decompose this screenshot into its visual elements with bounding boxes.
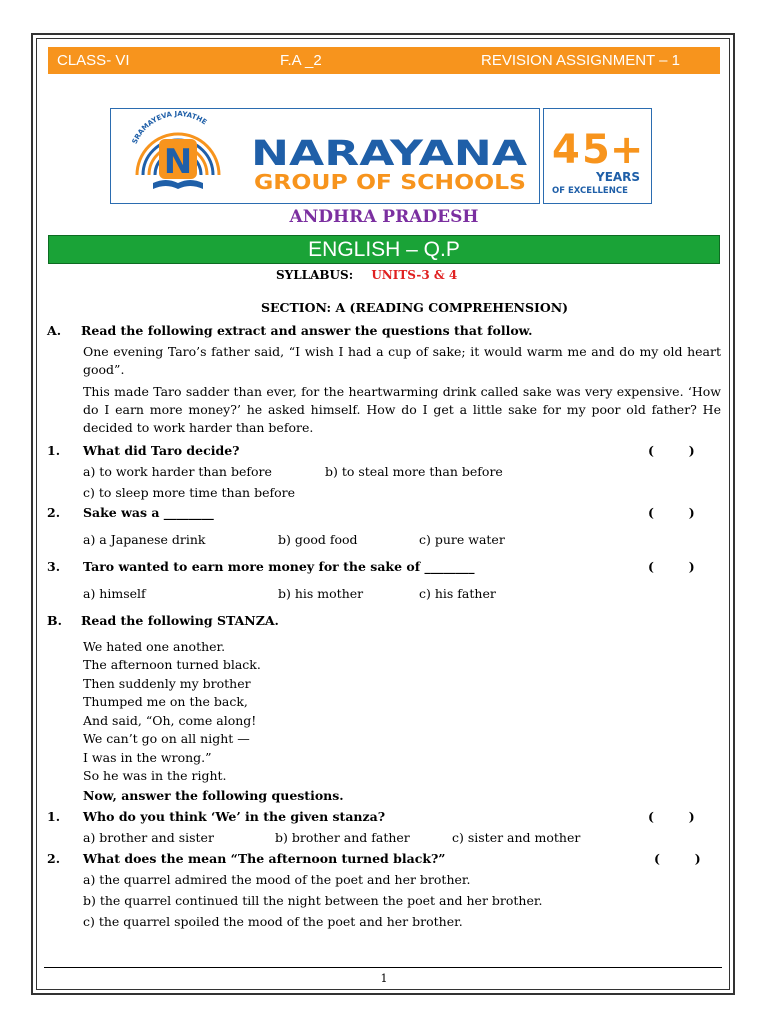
question-number: 1.: [47, 443, 61, 458]
option: c) to sleep more time than before: [83, 485, 295, 500]
section-a-instruction: Read the following extract and answer the questions that follow.: [81, 323, 533, 338]
option: b) good food: [278, 532, 358, 547]
stanza-line: We can’t go on all night —: [83, 731, 250, 746]
syllabus-label: SYLLABUS:: [276, 268, 354, 282]
extract-paragraph-2: This made Taro sadder than ever, for the heartwarming drink called sake was very expensive. ‘How do I earn more money?’ he asked himself. How do I get a little sake for my poor old father? He decided to work harder than before.: [83, 384, 721, 435]
anniversary-badge-icon: [544, 109, 651, 203]
question-text: What did Taro decide?: [83, 443, 240, 458]
option: a) brother and sister: [83, 830, 214, 845]
option: c) his father: [419, 586, 496, 601]
question-text: Sake was a ________: [83, 505, 214, 520]
question-text: What does the mean “The afternoon turned black?”: [83, 851, 446, 866]
section-a-title: SECTION: A (READING COMPREHENSION): [261, 300, 569, 315]
option: b) to steal more than before: [325, 464, 503, 479]
school-emblem-icon: [111, 109, 539, 203]
option: c) the quarrel spoiled the mood of the poet and her brother.: [83, 914, 463, 929]
stanza-line: I was in the wrong.”: [83, 750, 212, 765]
syllabus-units: UNITS-3 & 4: [371, 268, 458, 282]
question-number: 1.: [47, 809, 61, 824]
question-text: Who do you think ‘We’ in the given stanza?: [83, 809, 386, 824]
page-number: 1: [380, 972, 388, 985]
badge-big: 5+: [582, 127, 644, 173]
badge-excellence: OF EXCELLENCE: [552, 186, 628, 196]
region-title: ANDHRA PRADESH: [289, 207, 479, 227]
option: b) his mother: [278, 586, 364, 601]
subject-title: ENGLISH – Q.P: [48, 235, 720, 264]
section-a-letter: A.: [47, 323, 62, 338]
option: a) to work harder than before: [83, 464, 272, 479]
school-logo: [110, 108, 540, 204]
option: b) brother and father: [275, 830, 410, 845]
badge-years: YEARS: [596, 170, 641, 184]
option: a) the quarrel admired the mood of the poet and her brother.: [83, 872, 471, 887]
option: c) sister and mother: [452, 830, 581, 845]
badge-number: 4: [552, 127, 580, 173]
section-b-prompt: Now, answer the following questions.: [83, 788, 344, 803]
logo-name: NARAYANA: [251, 134, 527, 174]
question-number: 2.: [47, 851, 61, 866]
option: a) a Japanese drink: [83, 532, 206, 547]
stanza-line: Thumped me on the back,: [83, 694, 248, 709]
option: a) himself: [83, 586, 146, 601]
header-assignment: REVISION ASSIGNMENT – 1: [481, 52, 680, 69]
answer-bracket: ( ): [648, 559, 695, 574]
answer-bracket: ( ): [648, 809, 695, 824]
header-bar: [48, 47, 720, 74]
stanza-line: So he was in the right.: [83, 768, 227, 783]
header-class: CLASS- VI: [57, 52, 130, 69]
stanza-line: We hated one another.: [83, 639, 226, 654]
question-number: 3.: [47, 559, 61, 574]
stanza-line: The afternoon turned black.: [83, 657, 261, 672]
question-text: Taro wanted to earn more money for the sake of ________: [83, 559, 475, 574]
section-b-letter: B.: [47, 613, 62, 628]
logo-tagline: GROUP OF SCHOOLS: [254, 170, 526, 194]
footer-divider: [44, 967, 722, 968]
logo-letter: N: [163, 142, 193, 182]
question-number: 2.: [47, 505, 61, 520]
logo-motto: SRAMAYEVA JAYATHE: [130, 109, 209, 146]
option: c) pure water: [419, 532, 505, 547]
extract-paragraph-1: One evening Taro’s father said, “I wish I had a cup of sake; it would warm me and do my old heart good”.: [83, 344, 721, 377]
stanza-line: Then suddenly my brother: [83, 676, 251, 691]
section-b-instruction: Read the following STANZA.: [81, 613, 279, 628]
stanza-line: And said, “Oh, come along!: [83, 713, 257, 728]
header-exam: F.A _2: [280, 52, 322, 69]
years-badge: [543, 108, 652, 204]
answer-bracket: ( ): [648, 505, 695, 520]
answer-bracket: ( ): [654, 851, 701, 866]
syllabus-line: [276, 268, 457, 282]
answer-bracket: ( ): [648, 443, 695, 458]
option: b) the quarrel continued till the night between the poet and her brother.: [83, 893, 543, 908]
